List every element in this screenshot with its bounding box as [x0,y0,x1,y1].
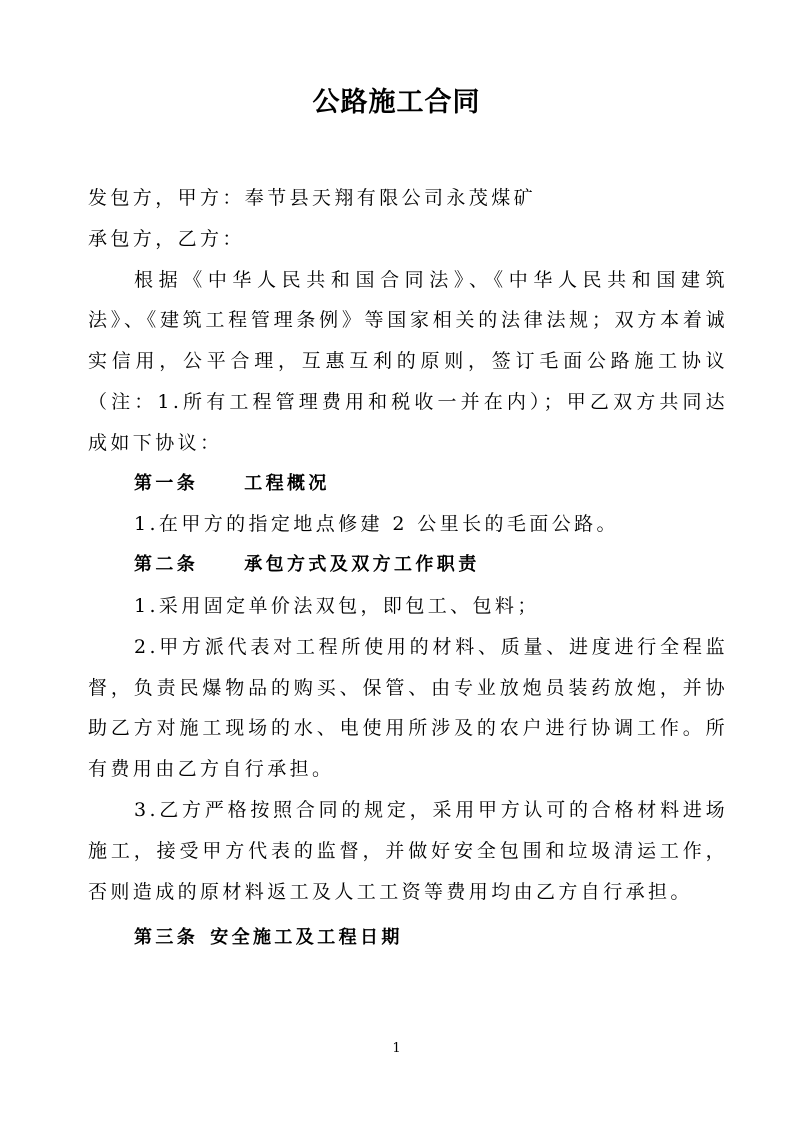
article-item: 2.甲方派代表对工程所使用的材料、质量、进度进行全程监督，负责民爆物品的购买、保管、由专业放炮员装药放炮，并协助乙方对施工现场的水、电使用所涉及的农户进行协调工作。所有费用由乙方自行承担。 [88,635,728,781]
article-title: 承包方式及双方工作职责 [244,554,480,576]
article-item: 1.在甲方的指定地点修建 2 公里长的毛面公路。 [134,513,619,536]
article-heading [88,918,728,959]
intro-paragraph: 根据《中华人民共和国合同法》、《中华人民共和国建筑法》、《建筑工程管理条例》等国家相关的法律法规；双方本着诚实信用，公平合理，互惠互利的原则，签订毛面公路施工协议（注：1.所有工程管理费用和税收一并在内）；甲乙双方共同达成如下协议： [88,268,728,454]
article-item: 3.乙方严格按照合同的规定，采用甲方认可的合格材料进场施工，接受甲方代表的监督，并做好安全包围和垃圾清运工作，否则造成的原材料返工及人工工资等费用均由乙方自行承担。 [88,798,728,903]
article-heading [88,464,728,505]
article-title: 安全施工及工程日期 [210,927,403,949]
article-item: 1.采用固定单价法双包，即包工、包料； [134,594,540,617]
page-number: 1 [392,1041,401,1056]
party-a-line: 发包方，甲方：奉节县天翔有限公司永茂煤矿 [88,187,537,209]
document-title: 公路施工合同 [312,87,481,118]
article-number: 第一条 [134,472,199,494]
article-heading [88,545,728,586]
article-number: 第三条 [134,927,199,949]
document-body [88,178,728,959]
party-b-line: 承包方，乙方： [88,227,245,250]
article-title: 工程概况 [244,472,330,494]
article-number: 第二条 [134,554,199,576]
